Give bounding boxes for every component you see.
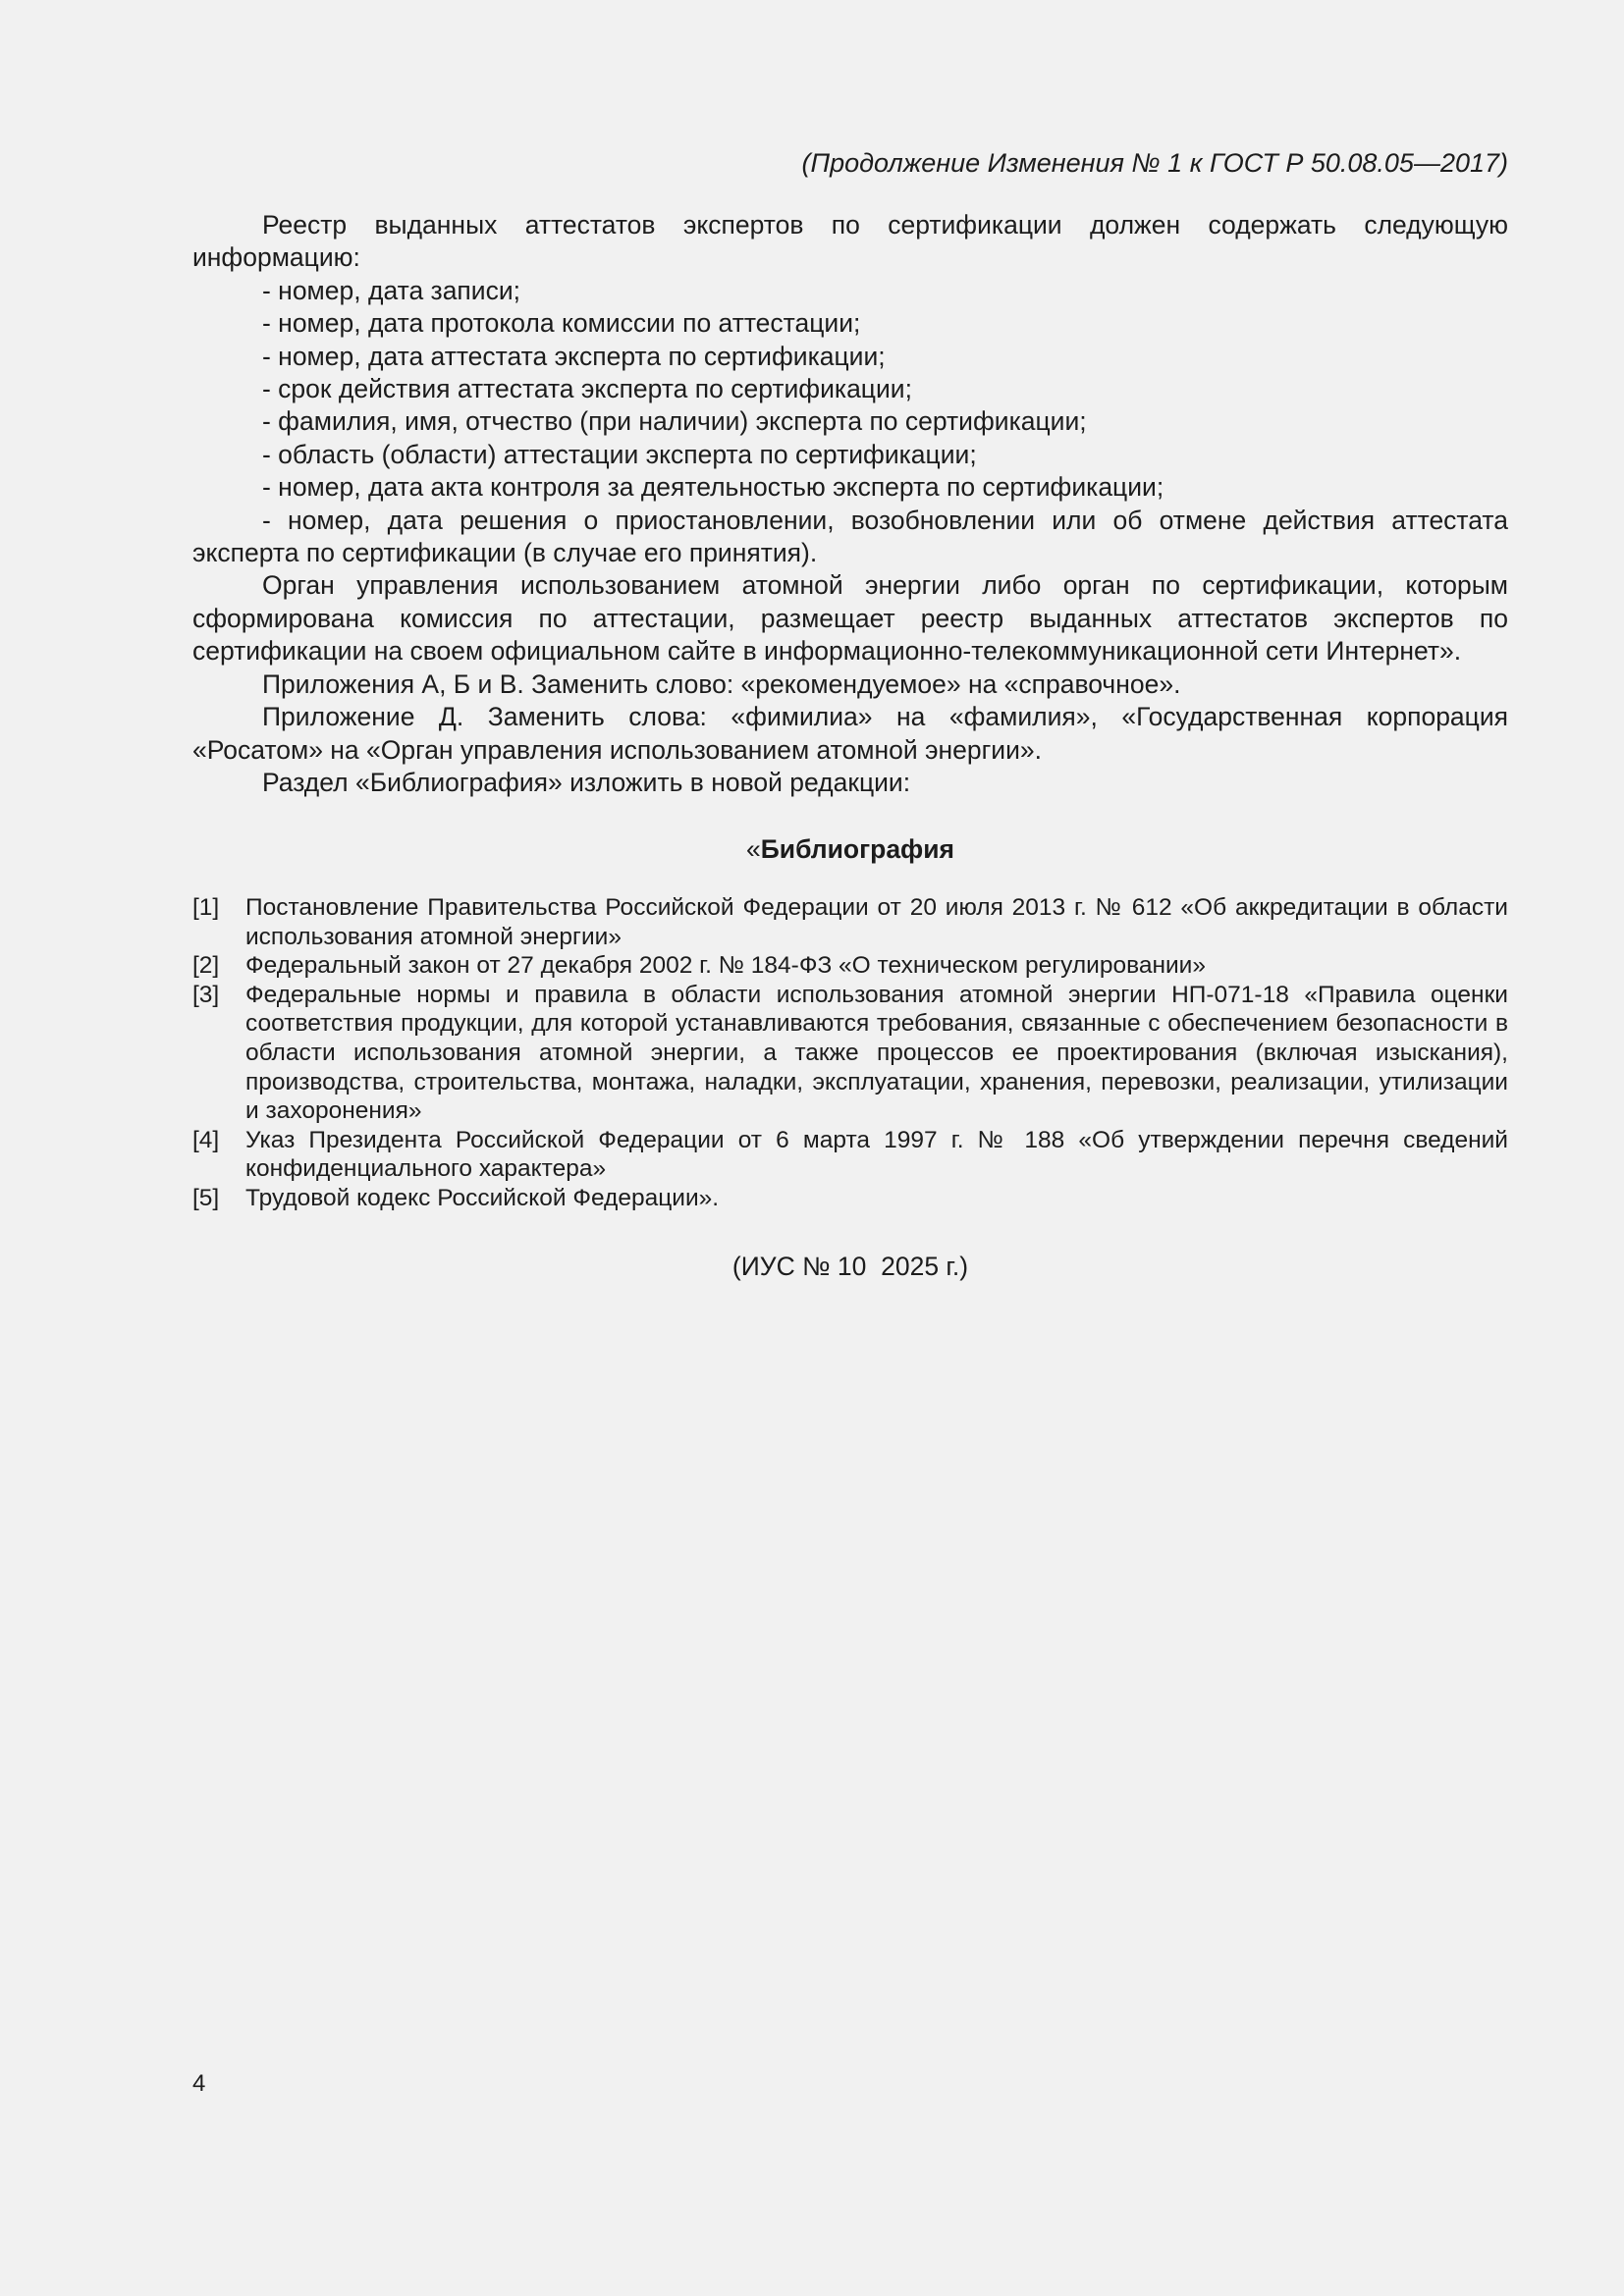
running-header: (Продолжение Изменения № 1 к ГОСТ Р 50.08.05—2017) [801, 148, 1508, 178]
list-item: - срок действия аттестата эксперта по сертификации; [262, 374, 912, 404]
page-number: 4 [192, 2070, 206, 2097]
appendices-paragraph: Приложения А, Б и В. Заменить слово: «рекомендуемое» на «справочное». [262, 668, 1181, 699]
main-text [192, 209, 1508, 799]
list-item: - номер, дата записи; [262, 275, 520, 305]
entry-text: Указ Президента Российской Федерации от 6 марта 1997 г. № 188 «Об утверждении перечня сведений конфиденциального характера» [245, 1126, 1508, 1183]
list-item: - область (области) аттестации эксперта по сертификации; [262, 439, 977, 469]
entry-text: Постановление Правительства Российской Федерации от 20 июля 2013 г. № 612 «Об аккредитации в области использования атомной энергии» [245, 894, 1508, 950]
bibliography-list [192, 893, 1508, 1213]
entry-text: Трудовой кодекс Российской Федерации». [245, 1184, 720, 1211]
bibliography-heading [192, 831, 1508, 867]
entry-text: Федеральные нормы и правила в области использования атомной энергии НП-071-18 «Правила оценки соответствия продукции, для которой устанавливаются требования, связанные с обеспечением безопасности в области использования атомной энергии, а также процессов ее проектирования (включая изыскания), производства, строительства, монтажа, наладки, эксплуатации, хранения, перевозки, реализации, утилизации и захоронения» [245, 981, 1508, 1125]
bibliography-entry [192, 1126, 1508, 1184]
bibliography-entry [192, 893, 1508, 951]
ius-note: (ИУС № 10 2025 г.) [731, 1252, 969, 1281]
bibliography-entry [192, 981, 1508, 1126]
entry-text: Федеральный закон от 27 декабря 2002 г. № 184-ФЗ «О техническом регулировании» [245, 952, 1206, 980]
entry-number: [5] [192, 1184, 220, 1211]
list-item: - номер, дата протокола комиссии по аттестации; [262, 308, 861, 339]
registry-paragraph: Реестр выданных аттестатов экспертов по сертификации должен содержать следующую информацию: [192, 210, 1508, 273]
entry-number: [4] [192, 1126, 220, 1153]
bibliography-instruction: Раздел «Библиография» изложить в новой редакции: [262, 767, 911, 797]
list-item: - номер, дата акта контроля за деятельностью эксперта по сертификации; [262, 472, 1164, 503]
bibliography-entry [192, 1184, 1508, 1213]
opening-quote: « [745, 834, 761, 864]
list-item: - номер, дата аттестата эксперта по сертификации; [262, 341, 886, 371]
entry-number: [2] [192, 952, 220, 980]
list-item: - фамилия, имя, отчество (при наличии) эксперта по сертификации; [262, 406, 1087, 437]
bibliography-title: Библиография [760, 834, 954, 864]
entry-number: [3] [192, 981, 220, 1008]
authority-paragraph: Орган управления использованием атомной энергии либо орган по сертификации, которым сформирована комиссия по аттестации, размещает реестр выданных аттестатов экспертов по сертификации на своем официальном сайте в информационно-телекоммуникационной сети Интернет». [192, 570, 1508, 667]
appendix-d-paragraph: Приложение Д. Заменить слова: «фимилиа» на «фамилия», «Государственная корпорация «Росатом» на «Орган управления использованием атомной энергии». [192, 702, 1508, 765]
registry-items-list [192, 275, 1508, 505]
entry-number: [1] [192, 894, 220, 921]
last-list-item: - номер, дата решения о приостановлении, возобновлении или об отмене действия аттестата эксперта по сертификации (в случае его принятия). [192, 505, 1508, 568]
bibliography-entry [192, 951, 1508, 981]
